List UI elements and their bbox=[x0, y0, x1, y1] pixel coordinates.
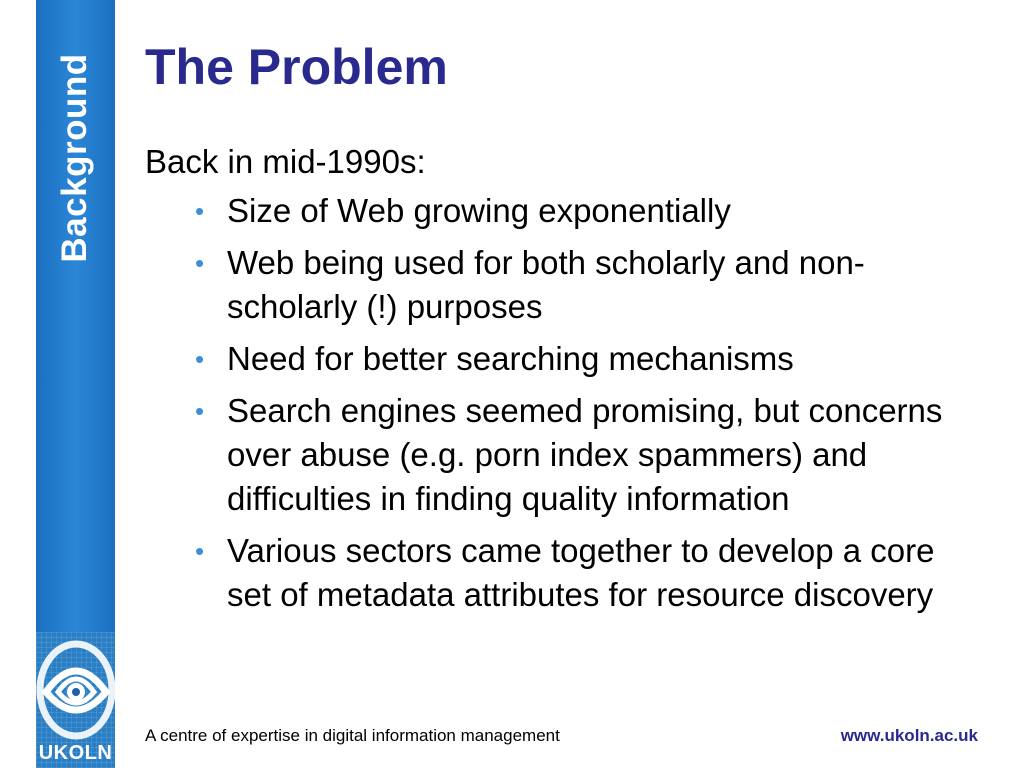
intro-text: Back in mid-1990s: bbox=[145, 143, 426, 180]
slide-body bbox=[145, 140, 975, 625]
footer-url-link[interactable]: www.ukoln.ac.uk bbox=[840, 726, 978, 745]
bullet-icon: • bbox=[195, 396, 205, 426]
bullet-text: Web being used for both scholarly and non-scholarly (!) purposes bbox=[227, 244, 865, 325]
bullet-item bbox=[195, 389, 975, 521]
bullet-icon: • bbox=[195, 536, 205, 566]
logo bbox=[36, 632, 115, 768]
bullet-icon: • bbox=[195, 248, 205, 278]
bullet-text: Need for better searching mechanisms bbox=[227, 340, 794, 377]
bullet-icon: • bbox=[195, 196, 205, 226]
bullet-item bbox=[195, 337, 975, 381]
bullet-text: Various sectors came together to develop a core set of metadata attributes for resource discovery bbox=[227, 532, 935, 613]
logo-text: UKOLN bbox=[38, 742, 113, 764]
bullet-icon: • bbox=[195, 344, 205, 374]
section-label: Background bbox=[55, 53, 94, 263]
bullet-text: Search engines seemed promising, but concerns over abuse (e.g. porn index spammers) and difficulties in finding quality information bbox=[227, 392, 943, 517]
bullet-list bbox=[145, 189, 975, 617]
bullet-text: Size of Web growing exponentially bbox=[227, 192, 731, 229]
footer-tagline: A centre of expertise in digital information management bbox=[145, 726, 560, 745]
slide-title: The Problem bbox=[145, 39, 448, 95]
ukoln-eye-logo-icon bbox=[36, 632, 115, 744]
bullet-item bbox=[195, 529, 975, 617]
bullet-item bbox=[195, 189, 975, 233]
bullet-item bbox=[195, 241, 975, 329]
